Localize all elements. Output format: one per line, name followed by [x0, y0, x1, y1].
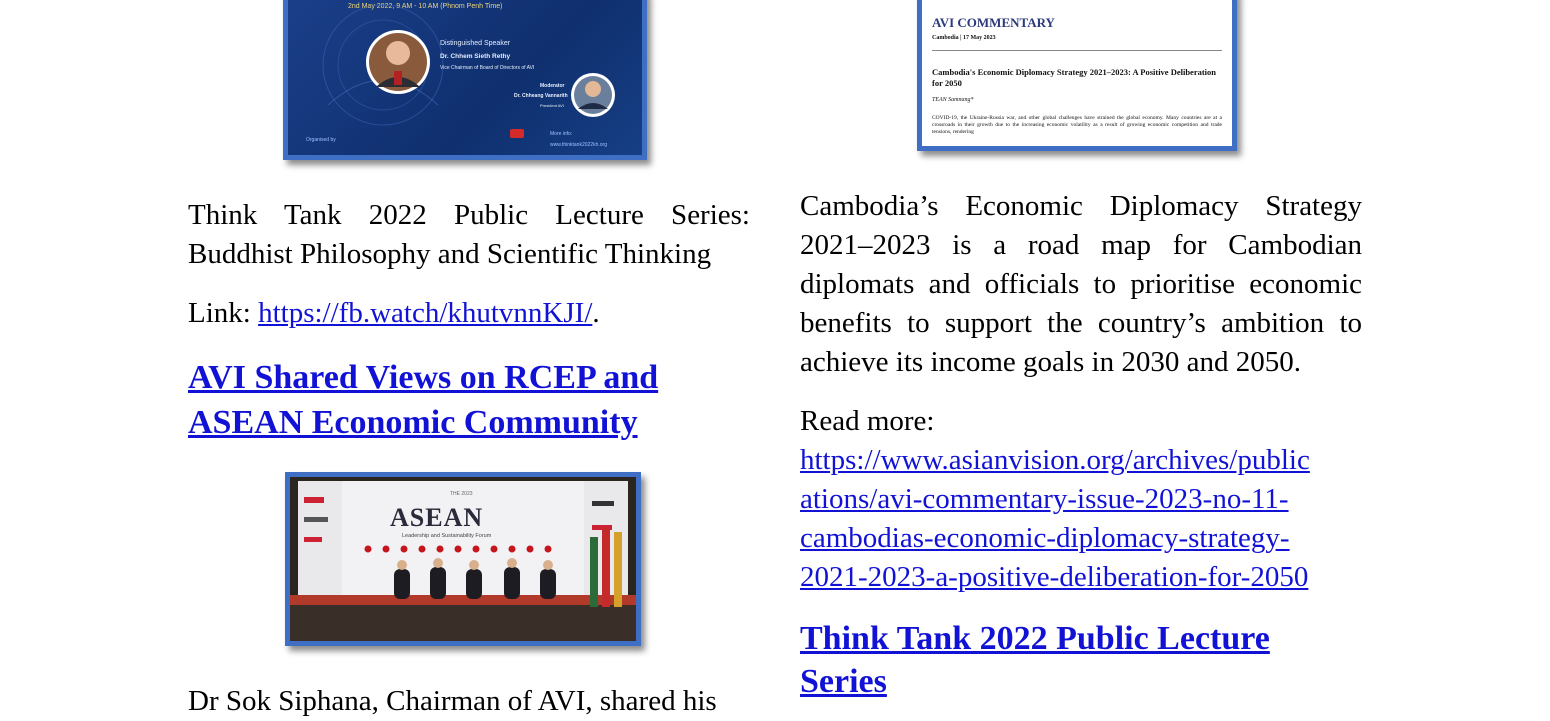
poster-organised-by: Organised by [306, 137, 336, 143]
lecture-caption: Think Tank 2022 Public Lecture Series: Buddhist Philosophy and Scientific Thinking [188, 199, 750, 270]
asean-banner-subtitle: Leadership and Sustainability Forum [402, 533, 492, 539]
read-more-label: Read more: [800, 405, 935, 437]
link-prefix: Link: [188, 297, 259, 329]
poster-more-info: More info: [550, 131, 573, 137]
avi-logo-icon [510, 129, 524, 138]
poster-speaker-label: Distinguished Speaker [440, 40, 511, 47]
asean-banner-title: ASEAN [390, 503, 484, 532]
lecture-poster-image [283, 0, 647, 160]
poster-website: www.thinktank2022kh.org [550, 142, 607, 148]
poster-moderator-name: Dr. Chheang Vannarith [514, 93, 568, 99]
commentary-headline: Cambodia's Economic Diplomacy Strategy 2021–2023: A Positive Deliberation for 2050 [932, 67, 1217, 88]
think-tank-heading-link[interactable]: Think Tank 2022 Public Lecture Series [800, 620, 1270, 700]
url-line[interactable]: cambodias-economic-diplomacy-strategy- [800, 522, 1290, 554]
facebook-video-link[interactable]: https://fb.watch/khutvnnKJI/ [258, 297, 593, 329]
poster-speaker-name: Dr. Chhem Sieth Rethy [440, 53, 511, 60]
poster-speaker-title: Vice Chairman of Board of Directors of AVI [440, 65, 535, 71]
asianvision-article-link[interactable] [800, 441, 1370, 597]
poster-decoration [288, 0, 642, 155]
commentary-author: TEAN Samnang* [932, 97, 974, 103]
url-line[interactable]: https://www.asianvision.org/archives/public [800, 444, 1310, 476]
poster-moderator-title: President AVI [540, 103, 564, 108]
asean-banner-small: THE 2023 [450, 491, 473, 497]
rcep-heading-link[interactable]: AVI Shared Views on RCEP and ASEAN Economic Community [188, 359, 659, 441]
poster-moderator-label: Moderator [540, 83, 565, 89]
url-line[interactable]: 2021-2023-a-positive-deliberation-for-2050 [800, 561, 1309, 593]
lecture-link-line [188, 294, 750, 333]
avi-commentary-image [917, 0, 1237, 151]
commentary-title: AVI COMMENTARY [932, 15, 1055, 30]
link-suffix: . [592, 297, 600, 329]
asean-photo-scene [290, 477, 636, 641]
url-line[interactable]: ations/avi-commentary-issue-2023-no-11- [800, 483, 1289, 515]
poster-date: 2nd May 2022, 9 AM - 10 AM (Phnom Penh Time) [348, 3, 503, 10]
commentary-rule [932, 50, 1222, 51]
commentary-body: COVID-19, the Ukraine-Russia war, and other global challenges have strained the global economy. Many countries are at a crossroads in their growth due to the increasing economic volatility as a result of growing economic competition and trade tensions, rendering [932, 115, 1222, 135]
economic-diplomacy-paragraph: Cambodia’s Economic Diplomacy Strategy 2021–2023 is a road map for Cambodian diplomats and officials to prioritise economic benefits to support the country’s ambition to achieve its income goals in 2030 and 2050. [800, 190, 1362, 378]
rcep-body-text: Dr Sok Siphana, Chairman of AVI, shared his [188, 685, 717, 717]
commentary-meta: Cambodia | 17 May 2023 [932, 35, 996, 41]
asean-forum-photo [285, 472, 641, 646]
